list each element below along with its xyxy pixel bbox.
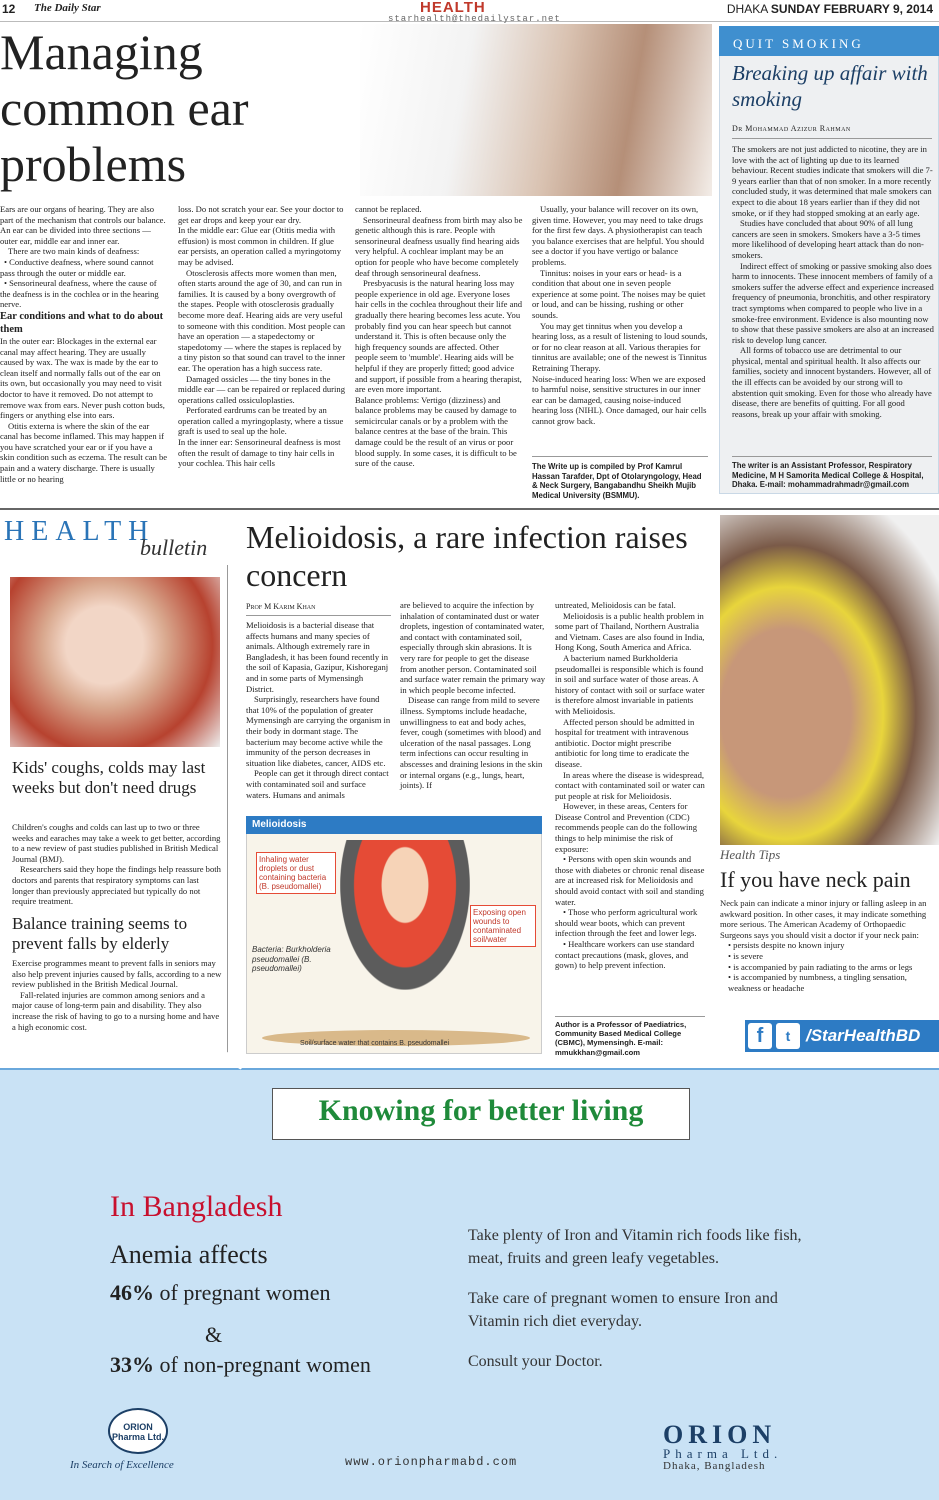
twitter-icon[interactable]: t: [776, 1023, 800, 1049]
orion-brand: ORION: [663, 1420, 777, 1449]
smoking-author: Dr Mohammad Azizur Rahman: [732, 124, 851, 133]
ad-pregnant-stat: 46% of pregnant women: [110, 1280, 331, 1305]
smoking-body: The smokers are not just addicted to nicotine, they are in love with the act of lighting up due to its learned behaviour. Recent studies indicate that smokers will die 7-9 years earlier than that of non smoker. In a more recently concluded study, it was determined that male smokers can expect to die about 18 years earlier than if they did not smoke, or if they had stopped smoking at an early age. Studies have concluded that about 90% of all lung cancers are seen in smokers. Smokers have a 3-5 times more likelihood of developing heart attack than do non-smokers. Indirect effect of smoking or passive smoking also does harm to innocents. These innocent members of family of a smokers suffer the adverse effect and experience increased frequency of pneumonia, bronchitis, and other respiratory tract symptoms when compared to people who live in a smoke-free environment. Evidence is also mounting now to show that these passive smokers are also at an increased risk to develop lung cancer. All forms of tobacco use are detrimental to our physical, mental and spiritual health. It also affects our families, society and innocent bystanders. However, all of the ill effects can be avoided by our strong will to abstention quit smoking. Even for those who already have disease, there are benefits of quitting. For all good reasons, break up your affair with smoking.: [732, 144, 934, 419]
smoking-credit: The writer is an Assistant Professor, Respiratory Medicine, M H Samorita Medical College & Hospital, Dhaka. E-mail: mohammadrahmadr@gmail.com: [732, 461, 924, 489]
balance-headline: Balance training seems to prevent falls by elderly: [12, 914, 188, 953]
ear-subheading: Ear conditions and what to do about them: [0, 310, 164, 335]
melioidosis-author-divider: [246, 615, 391, 616]
neck-pain-headline: If you have neck pain: [720, 867, 911, 892]
page-number: 12: [2, 2, 16, 16]
melioidosis-credit: Author is a Professor of Paediatrics, Community Based Medical College (CBMC), Mymensingh. E-mail: mmukkhan@gmail.com: [555, 1020, 687, 1057]
melioidosis-column-3: untreated, Melioidosis can be fatal. Melioidosis is a public health problem in some part of Thailand, Northern Australia and Vietnam. Cases are also found in India, Hong Kong, South America and Africa. A bacterium named Burkholderia pseudomallei is responsible which is found in soil and surface water of those areas. A history of contact with soil or surface water is therefore almost invariable in patients with Melioidosis. Affected person should be admitted in hospital for treatment with intravenous antibiotic. Doctor might prescribe antibiotic for long time to eradicate the disease. In areas where the disease is widespread, contact with contaminated soil or water can put people at risk for Melioidosis. However, in these areas, Centers for Disease Control and Prevention (CDC) recommends people can do the following things to help minimise the risk of exposure: • Persons with open skin wounds and those with diabetes or chronic renal disease are at increased risk for Melioidosis and should avoid contact with soil and standing water. • Those who perform agricultural work should wear boots, which can prevent infection through the feet and lower legs. • Healthcare workers can use standard contact precautions (mask, gloves, and gown) to help prevent infection.: [555, 600, 705, 971]
ad-anemia-line: Anemia affects: [110, 1240, 268, 1269]
ear-headline: Managing common ear problems: [0, 24, 249, 192]
orion-url[interactable]: www.orionpharmabd.com: [345, 1455, 518, 1469]
orion-tagline: In Search of Excellence: [70, 1459, 174, 1471]
balance-body: Exercise programmes meant to prevent falls in seniors may also help prevent injuries caused by falls, according to a new review published in the British Medical Journal. Fall-related injuries are common among seniors and a major cause of long-term pain and disability. They also increase the risk of having to go to a nursing home and have a high economic cost.: [12, 958, 222, 1032]
label-open-wounds: Exposing open wounds to contaminated soil/water: [470, 905, 536, 947]
credit-divider: [532, 456, 708, 457]
melioidosis-credit-divider: [555, 1016, 705, 1017]
melioidosis-column-2: are believed to acquire the infection by inhalation of contaminated dust or water droplets, ingestion of contaminated water, and contact with contaminated soil, especially through skin abrasions. It is very rare for people to get the disease from another person. Contaminated soil and surface water remain the primary way in which people become infected. Disease can range from mild to severe illness. Symptoms include headache, unwillingness to eat and body aches, fever, cough (sometimes with blood) and ulceration of the nasal passages. Long term infections can occur resulting in abscesses and draining lesions in the skin or internal organs (e.g., lungs, heart, joints). If: [400, 600, 546, 791]
melioidosis-column-1: Melioidosis is a bacterial disease that affects humans and many species of animals. Although extremely rare in Bangladesh, it has been found recently in the soil of Kapasia, Gazipur, Kishoreganj and in some parts of Mymensingh District. Surprisingly, researchers have found that 10% of the population of greater Mymensingh are carrying the organism in their body in dormant stage. The bacterium may become active while the immunity of the person decreases in situation like diabetes, cancer, AIDS etc. People can get it through direct contact with contaminated soil and surface waters. Humans and animals: [246, 620, 391, 800]
ad-ampersand: &: [205, 1322, 223, 1347]
ear-credit: The Write up is compiled by Prof Kamrul Hassan Tarafder, Dpt of Otolaryngology, Head & Neck Surgery, Bangabandhu Sheikh Mujib Medical University (BSMMU).: [532, 462, 702, 500]
ear-column-2: loss. Do not scratch your ear. See your doctor to get ear drops and keep your ear dry. In the middle ear: Glue ear (Otitis media with effusion) is most common in children. If glue ear persists, an operation called a myringotomy may be advised. Otosclerosis affects more women than men, often starts around the age of 30, and can run in families. It is caused by a bony overgrowth of the stapes. People with otosclerosis gradually become more deaf. Hearing aids are very useful to someone with this condition. Most people can have an operation — a stapedectomy or stapedotomy — where the stapes is replaced by a tiny piston so that sound can travel to the inner ear. The operation has a high success rate. Damaged ossicles — the tiny bones in the middle ear — can be repaired or replaced during operations called ossiculoplasties. Perforated eardrums can be treated by an operation called a myringoplasty, where a tissue graft is used to seal up the hole. In the inner ear: Sensorineural deafness is most often the result of damage to tiny hair cells in your cochlea. This hair cells: [178, 204, 346, 469]
label-inhaling: Inhaling water droplets or dust containing bacteria (B. pseudomallei): [256, 852, 336, 894]
neck-pain-body: Neck pain can indicate a minor injury or falling asleep in an awkward position. In other cases, it may indicate something more serious. The American Academy of Orthopaedic Surgeons says you should visit a doctor if your neck pain: • persists despite no known injury • is severe • is accompanied by pain radiating to the arms or legs • is accompanied by numbness, a tingling sensation, weakness or headache: [720, 898, 927, 993]
coughing-child-photo: [10, 577, 220, 747]
bulletin-label-health: HEALTH: [4, 516, 156, 547]
ear-column-1: Ears are our organs of hearing. They are also part of the mechanism that controls our balance. An ear can be divided into three sections — outer ear, middle ear and inner ear. There are two main kinds of deafness: • Conductive deafness, where sound cannot pass through the outer or middle ear. • Sensorineural deafness, where the cause of the deafness is in the cochlea or in the hearing nerve. Ear conditions and what to do about them In the outer ear: Blockages in the external ear canal may affect hearing. They are usually caused by wax. The wax is made by the ear to clean itself and normally falls out of the ear on its own, but occasionally you may need to visit doctor to have it removed. Do not attempt to remove wax from ears. Never push cotton buds, fingers or anything else into ears. Otitis externa is where the skin of the ear canal has become inflamed. This may happen if you have scratched your ear or if you have a skin condition such as eczema. The result can be pain and a watery discharge. There is usually little or no hearing: [0, 204, 168, 484]
orion-logo-small: ORION Pharma Ltd.: [108, 1408, 168, 1454]
infographic-title: Melioidosis: [252, 819, 307, 830]
kids-headline: Kids' coughs, colds may last weeks but don't need drugs: [12, 758, 206, 797]
ad-advice-3: Consult your Doctor.: [468, 1353, 603, 1370]
smoking-divider: [732, 138, 932, 139]
smoking-credit-divider: [732, 456, 932, 457]
social-handle[interactable]: /StarHealthBD: [806, 1026, 921, 1045]
ad-nonpregnant-stat: 33% of non-pregnant women: [110, 1352, 371, 1377]
melioidosis-headline: Melioidosis, a rare infection raises concern: [246, 519, 688, 593]
facebook-icon[interactable]: f: [748, 1023, 772, 1049]
paper-name: The Daily Star: [34, 2, 101, 14]
kids-body: Children's coughs and colds can last up to two or three weeks and earaches may take a week to get better, according to a new review of past studies published in British Medical Journal (BMJ). Researchers said they hope the findings help reassure both doctors and parents that respiratory symptoms can last longer than previously appreciated but typically do not require treatment.: [12, 822, 221, 907]
neck-pain-photo: [720, 515, 939, 845]
bulletin-label-bulletin: bulletin: [140, 535, 208, 560]
section-name: HEALTH: [420, 0, 486, 16]
label-bacteria: Bacteria: Burkholderia pseudomallei (B. pseudomallei): [252, 945, 331, 973]
smoking-headline: Breaking up affair with smoking: [732, 61, 928, 111]
ear-pain-photo: [360, 24, 712, 196]
orion-city: Dhaka, Bangladesh: [663, 1460, 766, 1472]
melioidosis-author: Prof M Karim Khan: [246, 602, 316, 611]
section-divider: [0, 508, 939, 510]
orion-brand-sub: Pharma Ltd.: [663, 1446, 783, 1461]
ad-title: Knowing for better living: [318, 1094, 644, 1127]
ear-column-4: Usually, your balance will recover on its own, given time. However, you may need to take drugs for the first few days. A physiotherapist can teach you balance exercises that are helpful. You should see a doctor if you have vertigo or balance problems. Tinnitus: noises in your ears or head- is a condition that about one in seven people experience at some point. The noises may be quiet or loud, and can be hissing, rushing or other sounds. You may get tinnitus when you develop a hearing loss, as a result of listening to loud sounds, or for no clear reason at all. Various therapies for tinnitus are available; one of the newest is Tinnitus Retraining Therapy. Noise-induced hearing loss: When we are exposed to harmful noise, sensitive structures in our inner ear can be damaged, causing noise-induced hearing loss (NIHL). Once damaged, our hair cells cannot grow back.: [532, 204, 708, 426]
section-email[interactable]: starhealth@thedailystar.net: [388, 14, 561, 24]
ear-column-3: cannot be replaced. Sensorineural deafness from birth may also be genetic although this is rare. People with sensorineural deafness usually find hearing aids very helpful. A cochlear implant may be an option for people who have become completely deaf through sensorineural deafness. Presbyacusis is the natural hearing loss may people experience in old age. Everyone loses hair cells in the cochlea throughout their life and gradually there hearing becomes less acute. You probably find you can hear speech but cannot understand it. This is often because only the high frequency sounds are affected. Other people seem to 'mumble'. Hearing aids will be helpful if they are properly fitted; good advice and support, if possible from a hearing therapist, are even more important. Balance problems: Vertigo (dizziness) and balance problems may be caused by damage to semicircular canals or by a problem with the balance centres at the base of the brain. This damage could be the result of an virus or poor blood supply. In some cases, it is difficult to be sure of the cause.: [355, 204, 523, 469]
health-tips-label: Health Tips: [720, 847, 781, 862]
issue-date: DHAKA SUNDAY FEBRUARY 9, 2014: [726, 2, 933, 16]
ad-country: In Bangladesh: [110, 1190, 283, 1223]
ad-advice-1: Take plenty of Iron and Vitamin rich foods like fish, meat, fruits and green leafy vegetables.: [468, 1227, 802, 1267]
boy-illustration: [340, 840, 470, 990]
ad-advice-2: Take care of pregnant women to ensure Iron and Vitamin rich diet everyday.: [468, 1290, 778, 1330]
quit-smoking-label: QUIT SMOKING: [733, 36, 864, 51]
label-soil: Soil/surface water that contains B. pseudomallei: [300, 1040, 450, 1047]
